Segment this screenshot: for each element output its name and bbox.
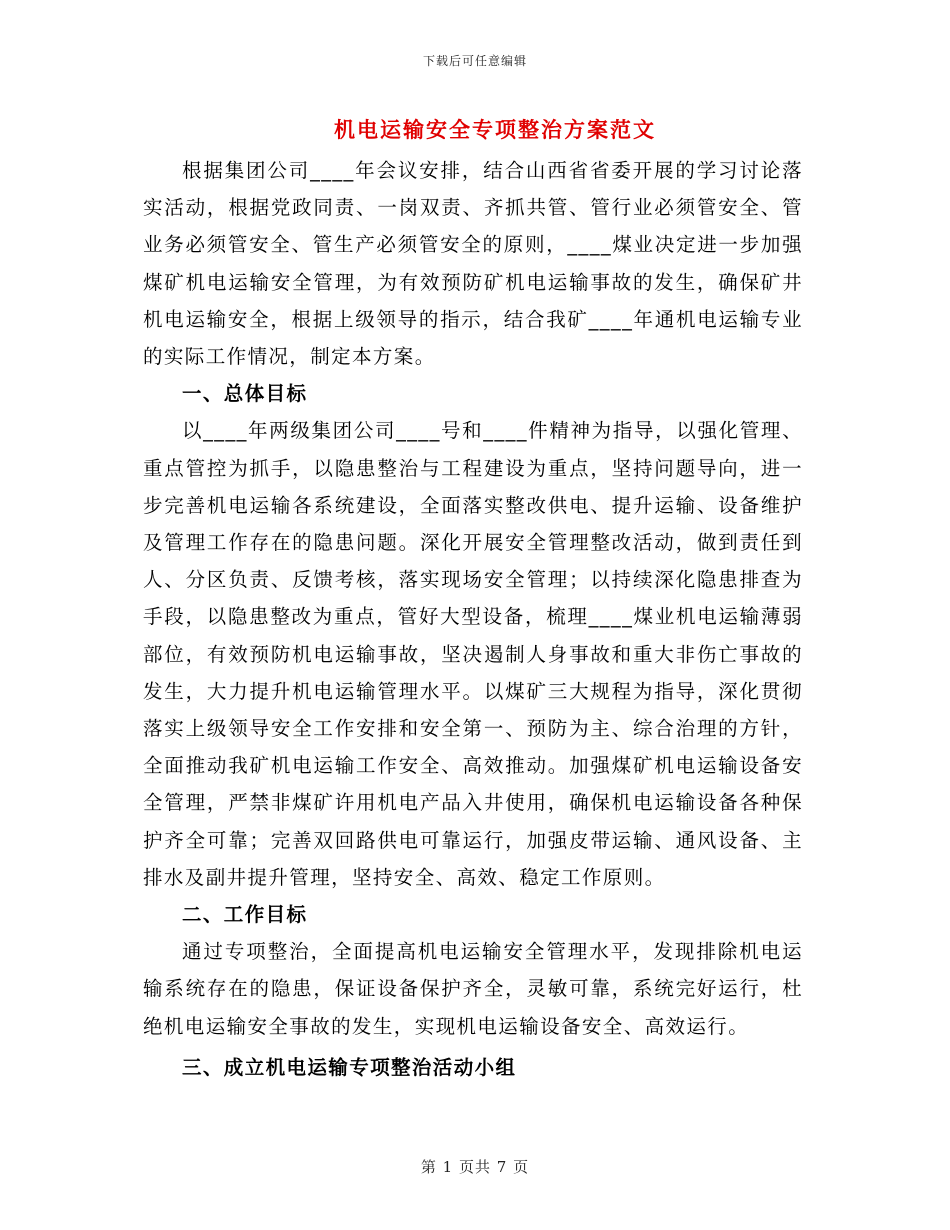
intro-paragraph: 根据集团公司____年会议安排，结合山西省省委开展的学习讨论落实活动，根据党政同责、一岗双责、齐抓共管、管行业必须管安全、管业务必须管安全、管生产必须管安全的原则，____煤业决定进一步加强煤矿机电运输安全管理，为有效预防矿机电运输事故的发生，确保矿井机电运输安全，根据上级领导的指示，结合我矿____年通机电运输专业的实际工作情况，制定本方案。 [143,159,803,369]
section-2-paragraph: 通过专项整治，全面提高机电运输安全管理水平，发现排除机电运输系统存在的隐患，保证设备保护齐全，灵敏可靠，系统完好运行，杜绝机电运输安全事故的发生，实现机电运输设备安全、高效运行。 [143,940,803,1038]
section-1-paragraph: 以____年两级集团公司____号和____件精神为指导，以强化管理、重点管控为抓手，以隐患整治与工程建设为重点，坚持问题导向，进一步完善机电运输各系统建设，全面落实整改供电、提升运输、设备维护及管理工作存在的隐患问题。深化开展安全管理整改活动，做到责任到人、分区负责、反馈考核，落实现场安全管理；以持续深化隐患排查为手段，以隐患整改为重点，管好大型设备，梳理____煤业机电运输薄弱部位，有效预防机电运输事故，坚决遏制人身事故和重大非伤亡事故的发生，大力提升机电运输管理水平。以煤矿三大规程为指导，深化贯彻落实上级领导安全工作安排和安全第一、预防为主、综合治理的方针，全面推动我矿机电运输工作安全、高效推动。加强煤矿机电运输设备安全管理，严禁非煤矿许用机电产品入井使用，确保机电运输设备各种保护齐全可靠；完善双回路供电可靠运行，加强皮带运输、通风设备、主排水及副井提升管理，坚持安全、高效、稳定工作原则。 [143,419,803,889]
section-2-heading: 二、工作目标 [182,903,308,927]
document-title: 机电运输安全专项整治方案范文 [334,118,656,142]
page-number-footer: 第 1 页共 7 页 [420,1158,530,1176]
document-body [143,152,803,1086]
page-header-note: 下载后可任意编辑 [422,54,527,68]
section-3-heading: 三、成立机电运输专项整治活动小组 [182,1055,517,1079]
section-1-heading: 一、总体目标 [182,382,308,406]
